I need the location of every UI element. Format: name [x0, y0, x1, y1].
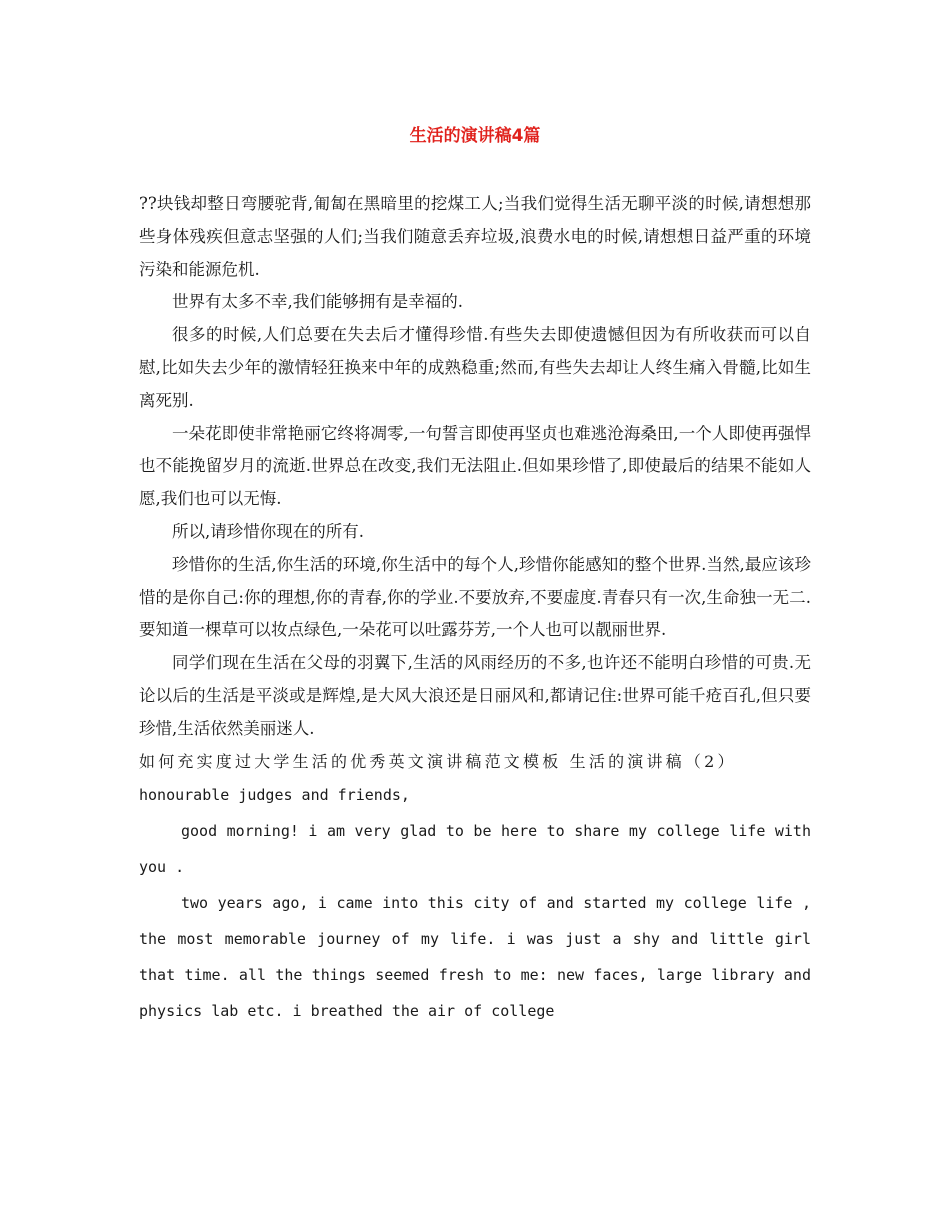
- paragraph-5: 所以,请珍惜你现在的所有.: [172, 521, 364, 541]
- english-paragraph-1: good morning! i am very glad to be here to share my college life with you .: [139, 821, 811, 876]
- paragraph-6: 珍惜你的生活,你生活的环境,你生活中的每个人,珍惜你能感知的整个世界.当然,最应该珍惜的是你自己:你的理想,你的青春,你的学业.不要放弃,不要虚度.青春只有一次,生命独一无二.要知道一棵草可以妆点绿色,一朵花可以吐露芬芳,一个人也可以靓丽世界.: [139, 554, 811, 640]
- document-title: 生活的演讲稿4篇: [409, 126, 541, 146]
- paragraph-4: 一朵花即使非常艳丽它终将凋零,一句誓言即使再坚贞也难逃沧海桑田,一个人即使再强悍也不能挽留岁月的流逝.世界总在改变,我们无法阻止.但如果珍惜了,即使最后的结果不能如人愿,我们也可以无悔.: [139, 423, 811, 509]
- paragraph-3: 很多的时候,人们总要在失去后才懂得珍惜.有些失去即使遗憾但因为有所收获而可以自慰,比如失去少年的激情轻狂换来中年的成熟稳重;然而,有些失去却让人终生痛入骨髓,比如生离死别.: [139, 325, 811, 410]
- english-paragraph-2: two years ago, i came into this city of and started my college life , the most memorable journey of my life. i was just a shy and little girl that time. all the things seemed fresh to me: new faces, large library and physics lab etc. i breathed the air of college: [139, 893, 811, 1020]
- english-salutation: honourable judges and friends,: [139, 785, 410, 804]
- paragraph-1: ??块钱却整日弯腰驼背,匍匐在黑暗里的挖煤工人;当我们觉得生活无聊平淡的时候,请想想那些身体残疾但意志坚强的人们;当我们随意丢弃垃圾,浪费水电的时候,请想想日益严重的环境污染和能源危机.: [139, 194, 811, 279]
- section-heading: 如何充实度过大学生活的优秀英文演讲稿范文模板 生活的演讲稿（2）: [139, 751, 737, 771]
- paragraph-2: 世界有太多不幸,我们能够拥有是幸福的.: [172, 292, 463, 312]
- paragraph-7: 同学们现在生活在父母的羽翼下,生活的风雨经历的不多,也许还不能明白珍惜的可贵.无论以后的生活是平淡或是辉煌,是大风大浪还是日丽风和,都请记住:世界可能千疮百孔,但只要珍惜,生活依然美丽迷人.: [139, 653, 811, 738]
- document-body: [139, 188, 811, 1029]
